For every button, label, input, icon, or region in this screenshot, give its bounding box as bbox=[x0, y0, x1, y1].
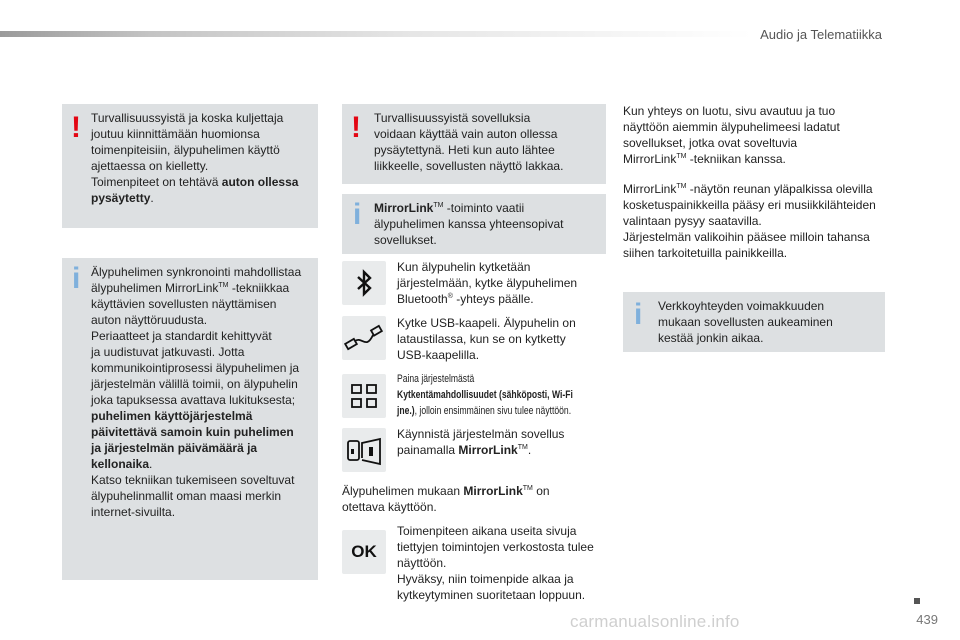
info-icon: i bbox=[72, 262, 81, 295]
page-number: 439 bbox=[916, 612, 938, 627]
warning-icon: ! bbox=[351, 111, 361, 144]
right-paragraph-2: MirrorLink™ -näytön reunan yläpalkissa olevilla kosketuspainikkeilla pääsy eri musiikkilähteiden valintaan pysyy saatavilla. Järjestelmän valikoihin pääsee milloin tahansa siihen tarkoitetuilla painikkeilla. bbox=[623, 182, 876, 260]
warning-text-left: Turvallisuussyistä ja koska kuljettaja joutuu kiinnittämään huomionsa toimenpiteisiin, älypuhelimen käyttö ajettaessa on kielletty. Toimenpiteet on tehtävä auton ollessa pysäytetty. bbox=[91, 111, 299, 205]
step-apps-text: Paina järjestelmästä Kytkentämahdollisuudet (sähköposti, Wi-Fi jne.), jolloin ensimmäinen sivu tulee näyttöön. bbox=[397, 373, 573, 417]
step-launch-text: Käynnistä järjestelmän sovellus painamalla MirrorLink™. bbox=[397, 427, 565, 457]
mirrorlink-icon-tile bbox=[342, 428, 386, 472]
header-bar bbox=[0, 31, 752, 37]
right-paragraph-1: Kun yhteys on luotu, sivu avautuu ja tuo näyttöön aiemmin älypuhelimeesi ladatut sovellukset, jotka ovat soveltuvia MirrorLink™ -tekniikan kanssa. bbox=[623, 104, 840, 166]
connectivity-grid-icon bbox=[342, 374, 386, 418]
info-text-right: Verkkoyhteyden voimakkuuden mukaan sovellusten aukeaminen kestää jonkin aikaa. bbox=[658, 299, 833, 345]
usb-cable-icon bbox=[342, 316, 386, 360]
ok-button-tile bbox=[342, 530, 386, 574]
page-dot bbox=[914, 598, 920, 604]
mirrorlink-icon bbox=[342, 428, 386, 472]
choose-text: Älypuhelimen mukaan MirrorLink™ on otettava käyttöön. bbox=[342, 484, 550, 514]
step-usb-text: Kytke USB-kaapeli. Älypuhelin on lataustilassa, kun se on kytketty USB-kaapelilla. bbox=[397, 316, 576, 362]
step-ok-text: Toimenpiteen aikana useita sivuja tiettyjen toimintojen verkostosta tulee näyttöön. Hyväksy, niin toimenpide alkaa ja kytkeytyminen suoritetaan loppuun. bbox=[397, 524, 594, 602]
page-header-title: Audio ja Telematiikka bbox=[760, 27, 882, 42]
bluetooth-icon-tile bbox=[342, 261, 386, 305]
watermark: carmanualsonline.info bbox=[570, 612, 740, 631]
info-text-left: Älypuhelimen synkronointi mahdollistaa älypuhelimen MirrorLink™ -tekniikkaa käyttävien sovellusten näyttämisen auton näyttöruudusta. Periaatteet ja standardit kehittyvät ja uudistuvat jatkuvasti. Jotta kommunikointiprosessi älypuhelimen ja järjestelmän välillä toimii, on älypuhelin joka tapuksessa avattava lukituksesta; puhelimen käyttöjärjestelmä päivitettävä samoin kuin puhelimen ja järjestelmän päivämäärä ja kellonaika. Katso tekniikan tukemiseen soveltuvat älypuhelinmallit oman maasi merkin internet-sivuilta. bbox=[91, 265, 302, 519]
info-icon: i bbox=[353, 198, 362, 231]
info-icon: i bbox=[634, 298, 643, 331]
connectivity-icon-tile bbox=[342, 374, 386, 418]
warning-icon: ! bbox=[71, 111, 81, 144]
ok-button: OK bbox=[351, 542, 377, 561]
usb-cable-icon-tile bbox=[342, 316, 386, 360]
warning-text-mid: Turvallisuussyistä sovelluksia voidaan käyttää vain auton ollessa pysäytettynä. Heti kun auto lähtee liikkeelle, sovellusten näyttö lakkaa. bbox=[374, 111, 564, 173]
info-text-mid: MirrorLink™ -toiminto vaatii älypuhelimen kanssa yhteensopivat sovellukset. bbox=[374, 201, 564, 247]
step-bluetooth-text: Kun älypuhelin kytketään järjestelmään, kytke älypuhelimen Bluetooth® -yhteys päälle. bbox=[397, 260, 578, 306]
bluetooth-icon bbox=[342, 261, 386, 305]
